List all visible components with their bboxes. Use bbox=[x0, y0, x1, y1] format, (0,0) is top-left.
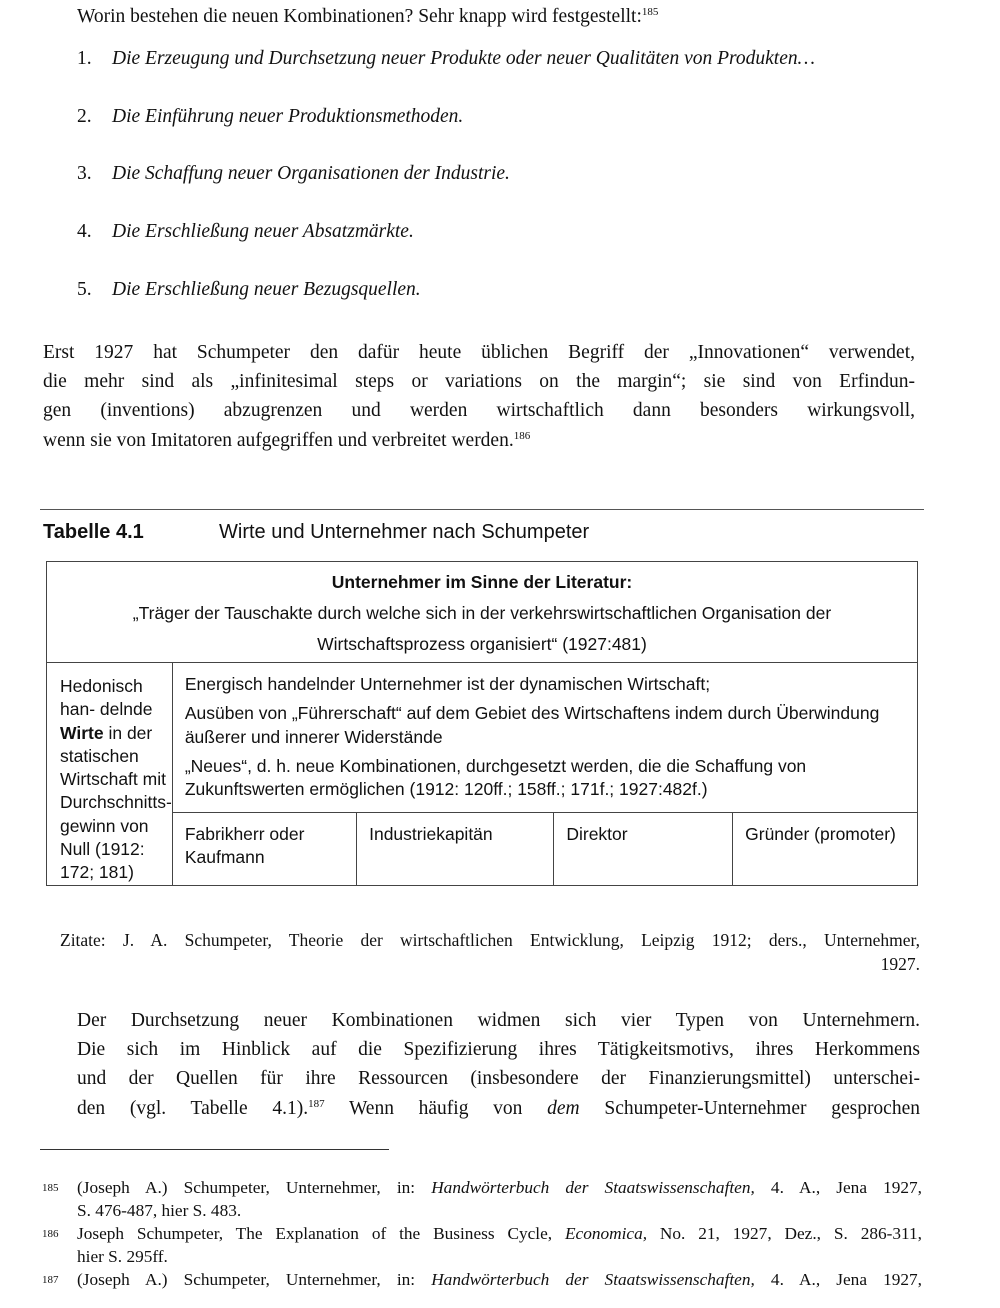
footnote-186: 186 Joseph Schumpeter, The Explanation of the Business Cycle, Economica, No. 21, 1927, Dez., S. 286-311, hier S. 295ff. bbox=[42, 1224, 922, 1266]
list-item: 1. Die Erzeugung und Durchsetzung neuer Produkte oder neuer Qualitäten von Produkten… bbox=[77, 48, 815, 69]
footnote-separator bbox=[40, 1149, 389, 1150]
type-cell-fabrikherr: Fabrikherr oder Kaufmann bbox=[172, 812, 356, 885]
table-caption bbox=[43, 521, 589, 544]
list-item: 5. Die Erschließung neuer Bezugsquellen. bbox=[77, 278, 421, 300]
wirte-cell: Hedonisch han- delnde Wirte in der statischen Wirtschaft mit Durchschnitts- gewinn von Null (1912: 172; 181) bbox=[47, 663, 173, 886]
type-cell-direktor: Direktor bbox=[554, 812, 733, 885]
list-item: 4. Die Erschließung neuer Absatzmärkte. bbox=[77, 221, 414, 243]
footnote-185: 185 (Joseph A.) Schumpeter, Unternehmer, in: Handwörterbuch der Staatswissenschaften, 4. A., Jena 1927, S. 476-487, hier S. 483. bbox=[42, 1178, 922, 1220]
footnote-187: 187 (Joseph A.) Schumpeter, Unternehmer, in: Handwörterbuch der Staatswissenschaften, 4. A., Jena 1927, bbox=[42, 1270, 922, 1289]
footnote-ref-187[interactable]: 187 bbox=[308, 1097, 325, 1110]
type-cell-industriekapitaen: Industriekapitän bbox=[357, 812, 554, 885]
footnote-ref-185[interactable]: 185 bbox=[641, 6, 659, 18]
table-source-note: Zitate: J. A. Schumpeter, Theorie der wirtschaftlichen Entwicklung, Leipzig 1912; ders., Unternehmer, 1927. bbox=[60, 930, 920, 974]
table-top-rule bbox=[40, 509, 924, 510]
type-cell-gruender: Gründer (promoter) bbox=[733, 812, 918, 885]
list-item: 3. Die Schaffung neuer Organisationen der Industrie. bbox=[77, 163, 510, 185]
combinations-list bbox=[77, 48, 937, 336]
footnote-ref-186[interactable]: 186 bbox=[513, 429, 531, 442]
types-paragraph: Der Durchsetzung neuer Kombinationen widmen sich vier Typen von Unternehmern. Die sich im Hinblick auf die Spezifizierung ihres Tätigkeitsmotivs, ihres Herkommens und der Quellen für ihre Ressourcen (insbesondere der Finanzierungsmittel) unterschei- den (vgl. Tabelle 4.1).$^{187}$ Wenn häufig von dem Schumpeter-Unternehmer gesprochen bbox=[77, 1010, 920, 1119]
intro-paragraph: Worin bestehen die neuen Kombinationen? Sehr knapp wird festgestellt:$^{185}$ bbox=[77, 6, 659, 27]
table-number: Tabelle 4.1 bbox=[43, 521, 144, 543]
footnotes bbox=[42, 1176, 922, 1292]
table-header-cell: Unternehmer im Sinne der Literatur: „Träger der Tauschakte durch welche sich in der verkehrswirtschaftlichen Organisation der Wirtschaftsprozess organisiert“ (1927:481) bbox=[47, 562, 918, 663]
unternehmer-cell: Energisch handelnder Unternehmer ist der dynamischen Wirtschaft; Ausüben von „Führerschaft“ auf dem Gebiet des Wirtschaftens indem durch Überwindung äußerer und innerer Widerstände „Neues“, d. h. neue Kombinationen, durchgesetzt werden, die die Schaffung von Zukunftswerten ermöglichen (1912: 120ff.; 158ff.; 171f.; 1927:482f.) bbox=[172, 663, 917, 813]
table-title: Wirte und Unternehmer nach Schumpeter bbox=[219, 521, 590, 543]
schumpeter-table bbox=[46, 561, 918, 886]
list-item: 2. Die Einführung neuer Produktionsmethoden. bbox=[77, 105, 464, 127]
innovation-paragraph: Erst 1927 hat Schumpeter den dafür heute üblichen Begriff der „Innovationen“ verwendet, die mehr sind als „infinitesimal steps or variations on the margin“; sie sind von Erfindun- gen (inventions) abzugrenzen und werden wirtschaftlich dann besonders wirkungsvoll, wenn sie von Imitatoren aufgegriffen und verbreitet werden.$^{186}$ bbox=[43, 342, 915, 451]
